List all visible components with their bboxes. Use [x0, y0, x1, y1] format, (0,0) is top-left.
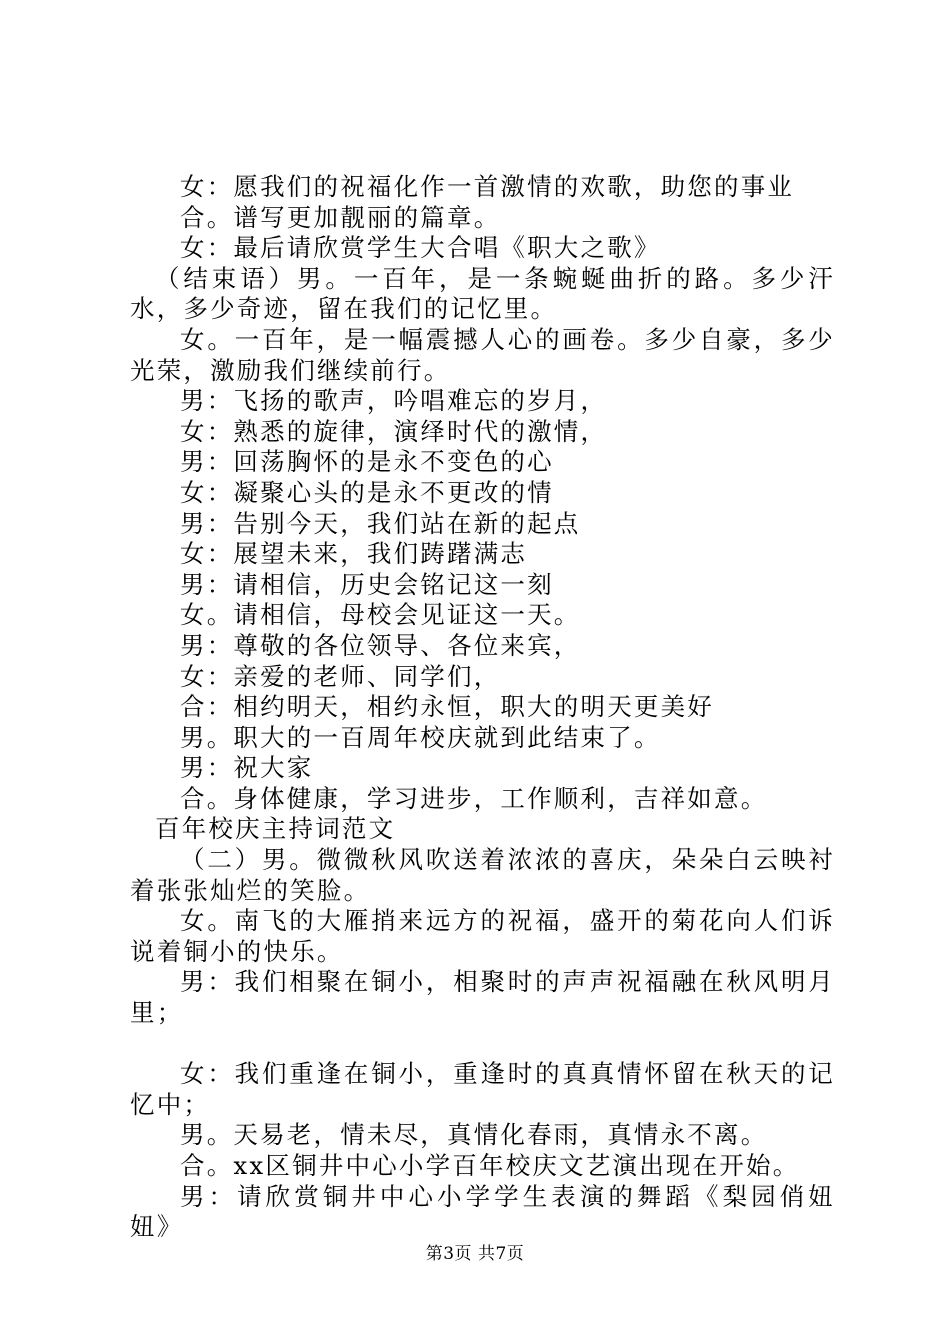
paragraph: 男：尊敬的各位领导、各位来宾，	[180, 630, 581, 660]
paragraph: 男：我们相聚在铜小，相聚时的声声祝福融在秋风明月里；	[130, 967, 835, 1028]
paragraph: 男：回荡胸怀的是永不变色的心	[180, 447, 554, 477]
paragraph: 女：最后请欣赏学生大合唱《职大之歌》	[180, 233, 661, 263]
paragraph: 女：凝聚心头的是永不更改的情	[180, 477, 554, 507]
paragraph: 女：愿我们的祝福化作一首激情的欢歌，助您的事业	[180, 172, 795, 201]
paragraph: 女：亲爱的老师、同学们，	[180, 661, 501, 691]
paragraph: 男。职大的一百周年校庆就到此结束了。	[180, 722, 661, 752]
paragraph: 女。请相信，母校会见证这一天。	[180, 600, 581, 630]
paragraph: 女：熟悉的旋律，演绎时代的激情，	[180, 416, 608, 446]
paragraph: 男：告别今天，我们站在新的起点	[180, 508, 581, 538]
paragraph: 合：相约明天，相约永恒，职大的明天更美好	[180, 692, 714, 722]
paragraph: （二）男。微微秋风吹送着浓浓的喜庆，朵朵白云映衬着张张灿烂的笑脸。	[130, 845, 835, 905]
paragraph: 男。天易老，情未尽，真情化春雨，真情永不离。	[180, 1120, 768, 1150]
paragraph: （结束语）男。一百年，是一条蜿蜒曲折的路。多少汗水，多少奇迹，留在我们的记忆里。	[130, 263, 835, 324]
paragraph: 女。一百年，是一幅震撼人心的画卷。多少自豪，多少光荣，激励我们继续前行。	[130, 324, 835, 385]
paragraph: 男：祝大家	[180, 753, 314, 783]
paragraph: 合。xx区铜井中心小学百年校庆文艺演出现在开始。	[180, 1151, 800, 1180]
paragraph: 男：飞扬的歌声，吟唱难忘的岁月，	[180, 386, 608, 416]
paragraph: 男：请欣赏铜井中心小学学生表演的舞蹈《梨园俏妞妞》	[130, 1181, 835, 1242]
paragraph: 女。南飞的大雁捎来远方的祝福，盛开的菊花向人们诉说着铜小的快乐。	[130, 906, 835, 966]
paragraph: 男：请相信，历史会铭记这一刻	[180, 569, 554, 599]
section-title: 百年校庆主持词范文	[155, 814, 396, 844]
document-body	[130, 172, 835, 1243]
paragraph: 合。身体健康，学习进步，工作顺利，吉祥如意。	[180, 783, 768, 813]
page-footer: 第3页 共7页	[425, 1244, 525, 1264]
paragraph: 女：我们重逢在铜小，重逢时的真真情怀留在秋天的记忆中；	[130, 1059, 835, 1119]
paragraph: 合。谱写更加靓丽的篇章。	[180, 202, 501, 232]
paragraph: 女：展望未来，我们踌躇满志	[180, 539, 528, 569]
